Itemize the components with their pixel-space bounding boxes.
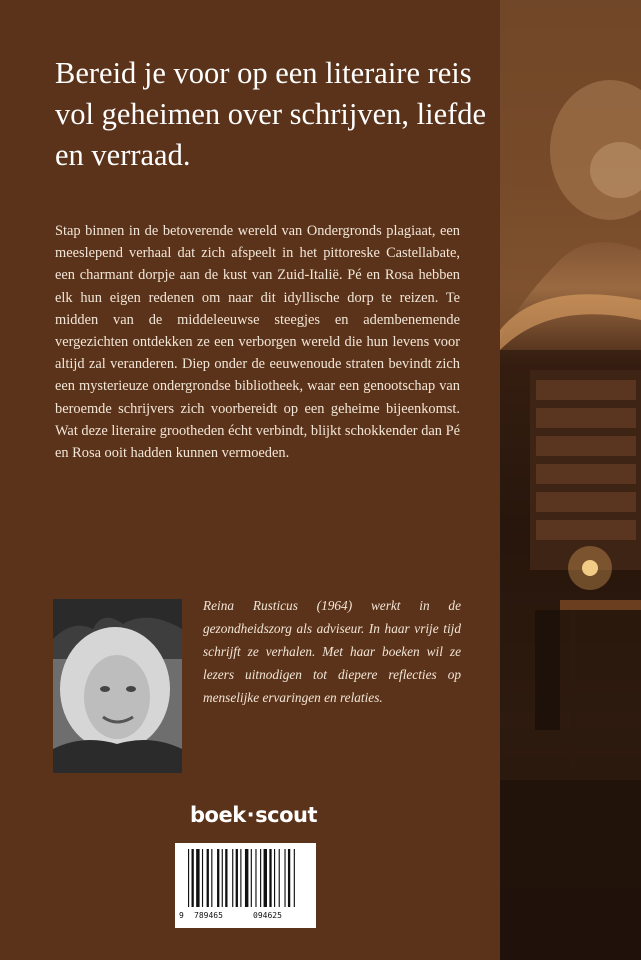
author-photo <box>53 599 182 773</box>
publisher-logo <box>190 803 320 827</box>
author-bio: Reina Rusticus (1964) werkt in de gezondheidszorg als adviseur. In haar vrije tijd schrijft ze verhalen. Met haar boeken wil ze lezers uitnodigen tot diepere reflecties op menselijke ervaringen en relaties. <box>203 598 461 705</box>
isbn-barcode <box>175 843 316 928</box>
library-illustration <box>500 0 641 960</box>
barcode-digit-prefix: 9 <box>179 911 184 920</box>
barcode-digits-left: 789465 <box>194 911 223 920</box>
book-blurb: Stap binnen in de betoverende wereld van Ondergronds plagiaat, een meeslepend verhaal dat zich afspeelt in het pittoreske Castellabate, een charmant dorpje aan de kust van Zuid-Italië. Pé en Rosa hebben elk hun eigen redenen om naar dit idyllische dorp te reizen. Te midden van de middeleeuwse steegjes en adembenemende vergezichten ontdekken ze een verborgen wereld die hun levens voor altijd zal veranderen. Diep onder de eeuwenoude straten bevindt zich een mysterieuze ondergrondse bibliotheek, waar een genootschap van beroemde schrijvers zich voorbereidt op een geheime bijeenkomst. Wat deze literaire grootheden écht verbindt, blijkt schokkender dan Pé en Rosa ooit hadden kunnen vermoeden. <box>55 223 460 462</box>
publisher-logo-dot: · <box>246 803 255 827</box>
library-photo-strip <box>500 0 641 960</box>
author-portrait-image <box>53 599 182 773</box>
barcode-bars <box>184 849 309 911</box>
barcode-digits-right: 094625 <box>253 911 282 920</box>
headline: Bereid je voor op een literaire reis vol geheimen over schrijven, liefde en verraad. <box>55 56 487 172</box>
publisher-logo-part1: boek <box>190 803 246 827</box>
publisher-logo-part2: scout <box>255 803 318 827</box>
